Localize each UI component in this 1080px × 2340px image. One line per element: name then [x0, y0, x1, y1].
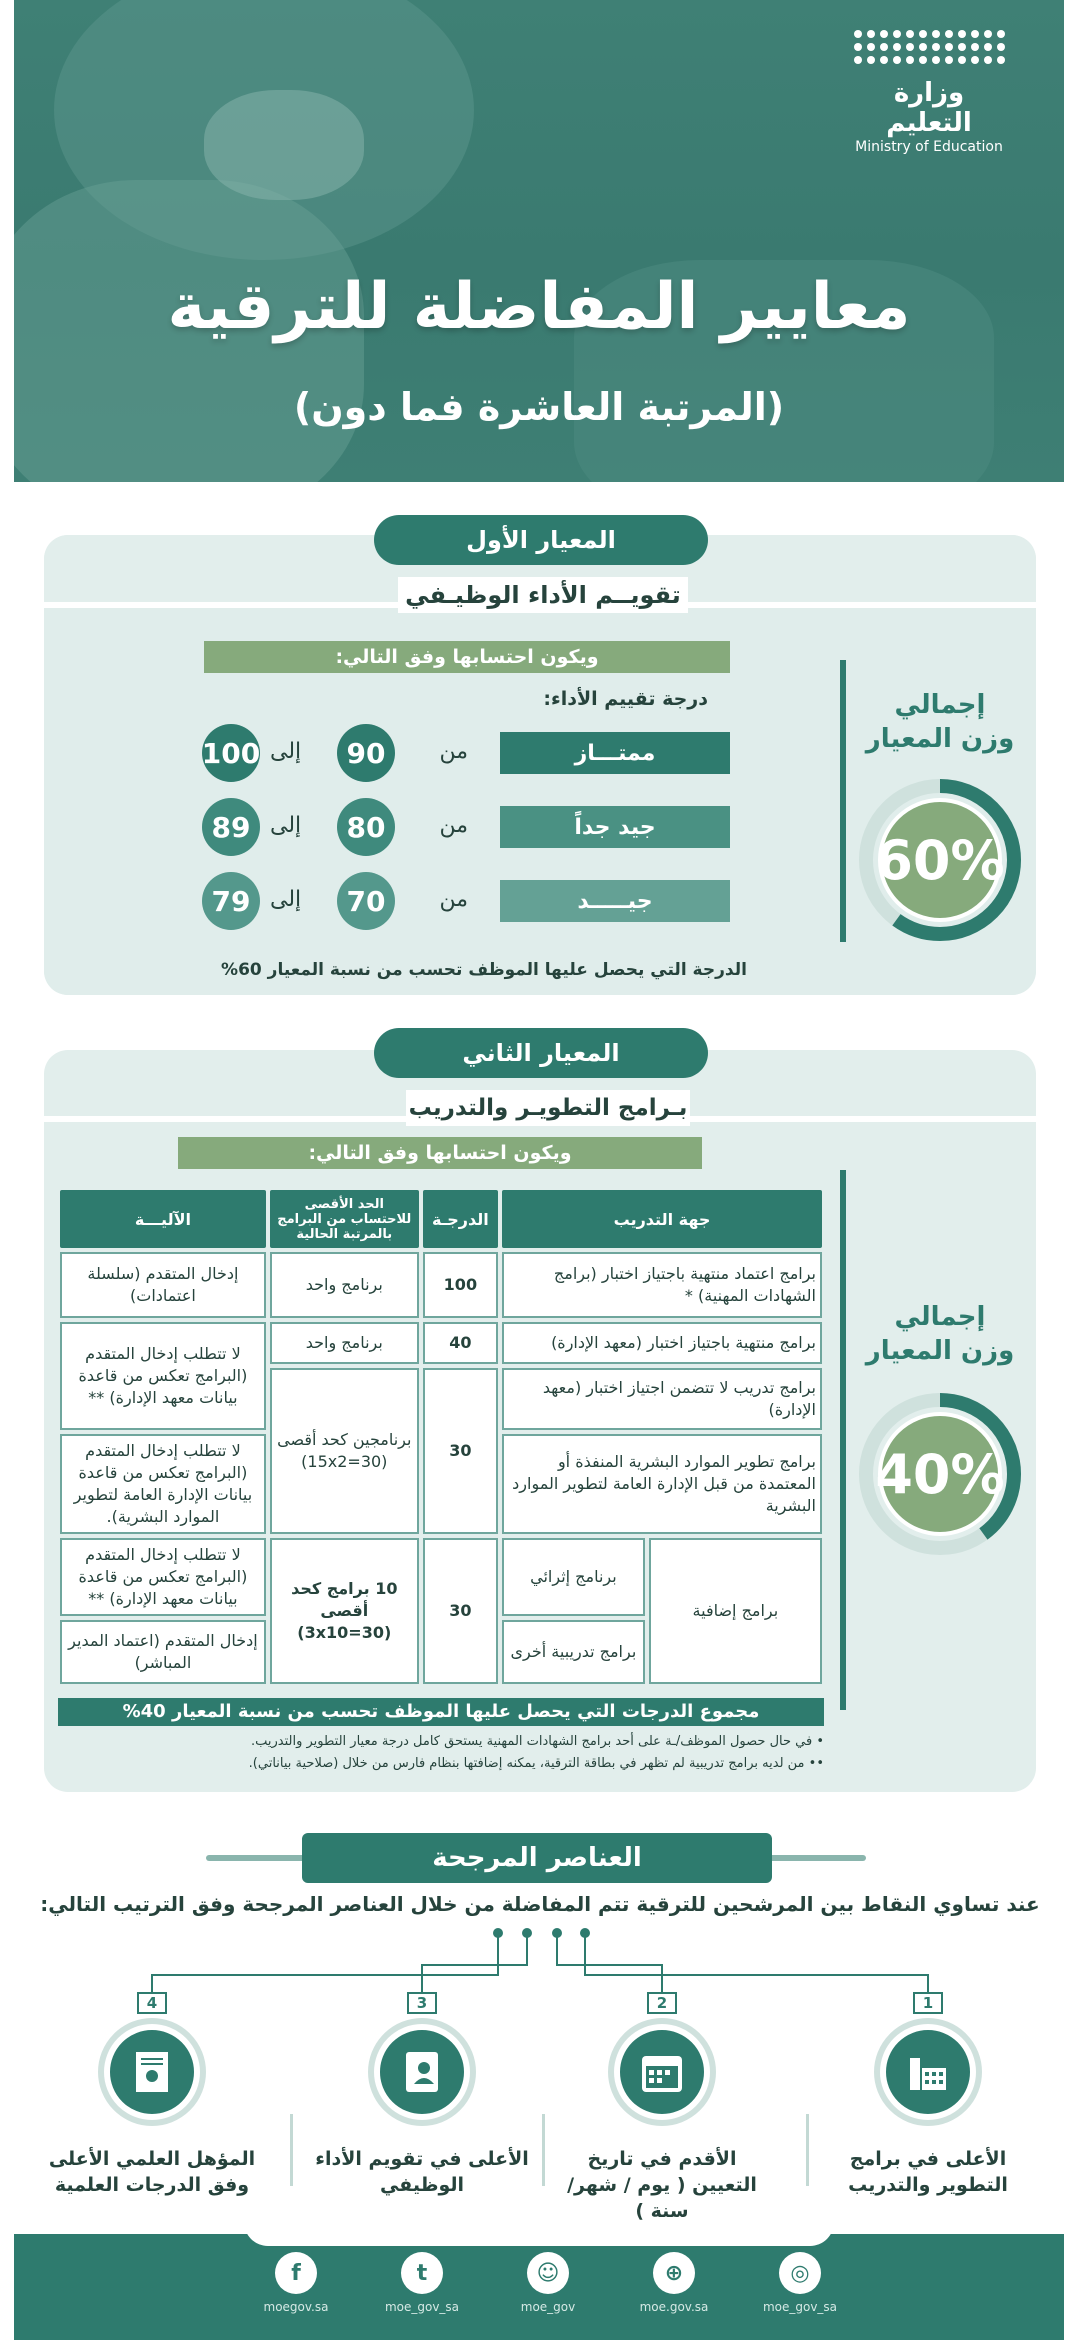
grade-from-value: 80: [337, 798, 395, 856]
footer-website[interactable]: ⊕ moe.gov.sa: [624, 2252, 724, 2314]
criterion-2-label: المعيار الثاني: [374, 1028, 708, 1078]
criterion-1-weight: 60%: [875, 828, 1005, 892]
grade-to-value: 89: [202, 798, 260, 856]
item-caption: الأعلى في تقويم الأداء الوظيفي: [315, 2148, 529, 2196]
criterion-2-note-1: • في حال حصول الموظف/ـة على أحد برامج الشهادات المهنية يستحق كامل درجة معيار التطوير والتدريب.: [250, 1734, 824, 1749]
training-icon: [880, 2024, 976, 2120]
criterion-2-weight: 40%: [875, 1442, 1005, 1506]
item-number: 4: [137, 1992, 167, 2014]
calendar-icon: [614, 2024, 710, 2120]
col-degree: الدرجـة: [423, 1190, 498, 1248]
criterion-1-total-label: إجمالي وزن المعيار: [865, 690, 1015, 754]
table-row: برامج تدريبية أخرى إدخال المتقدم (اعتماد المدير المباشر): [60, 1620, 822, 1684]
grade-row-excellent: [201, 732, 730, 774]
table-row: برامج اعتماد منتهية باجتياز اختبار (برامج الشهادات المهنية) * 100 برنامج واحد إدخال المتقدم (سلسلة اعتمادات): [60, 1252, 822, 1318]
from-word: من: [439, 887, 468, 912]
ministry-name-en: Ministry of Education: [855, 139, 1003, 155]
grade-to-value: 79: [202, 872, 260, 930]
criterion-2-note-2: •• من لديه برامج تدريبية لم تظهر في بطاقة الترقية، يمكنه إضافتها بنظام فارس من خلال (صلاحية بياناتي).: [248, 1756, 824, 1771]
tiebreak-item-4: [42, 1992, 262, 2198]
item-caption: الأقدم في تاريخ التعيين ( يوم / شهر/ سنة ): [567, 2148, 757, 2222]
criterion-2-total-label: إجمالي وزن المعيار: [865, 1302, 1015, 1366]
tiebreak-item-2: [552, 1992, 772, 2224]
grade-row-good: [204, 880, 730, 922]
page-subtitle: (المرتبة العاشرة فما دون): [293, 385, 785, 429]
hero-banner: [14, 0, 1064, 482]
criterion-2-calc-note: ويكون احتسابها وفق التالي:: [178, 1137, 702, 1169]
facebook-icon: f: [275, 2252, 317, 2294]
certificate-icon: [104, 2024, 200, 2120]
criterion-1-label: المعيار الأول: [374, 515, 708, 565]
snapchat-icon: ☺: [527, 2252, 569, 2294]
from-word: من: [439, 813, 468, 838]
criterion-1-divider: [840, 660, 846, 942]
item-number: 1: [913, 1992, 943, 2014]
grade-name: ممتـــاز: [500, 732, 730, 774]
ministry-logo: [854, 30, 1004, 156]
col-mechanism: الآليـــة: [60, 1190, 266, 1248]
footer-instagram[interactable]: ◎ moe_gov_sa: [750, 2252, 850, 2314]
footer-facebook[interactable]: f moegov.sa: [246, 2252, 346, 2314]
from-word: من: [439, 739, 468, 764]
criterion-2-name: بـرامج التطويـر والتدريب: [406, 1090, 690, 1126]
criterion-2-divider: [840, 1170, 846, 1710]
table-row: برامج تدريب لا تتضمن اجتياز اختبار (معهد الإدارة) 30 برنامجين كحد أقصى (30=15x2): [60, 1368, 822, 1430]
to-word: إلى: [270, 739, 302, 764]
criterion-1-name: تقويــم الأداء الوظيـفي: [398, 577, 688, 613]
grade-from-value: 70: [337, 872, 395, 930]
page-title: معايير المفاضلة للترقية: [167, 270, 911, 344]
footer: [14, 2234, 1064, 2340]
tiebreak-item-1: [818, 1992, 1038, 2198]
tiebreak-item-3: [312, 1992, 532, 2198]
item-caption: المؤهل العلمي الأعلى وفق الدرجات العلمية: [48, 2148, 256, 2196]
grade-row-very-good: [204, 806, 730, 848]
tiebreak-title: العناصر المرجحة: [302, 1833, 772, 1883]
criterion-1-footnote: الدرجة التي يحصل عليها الموظف تحسب من نسبة المعيار 60%: [221, 960, 747, 980]
table-header-row: [60, 1190, 822, 1248]
training-table: [56, 1186, 826, 1688]
profile-icon: [374, 2024, 470, 2120]
twitter-icon: t: [401, 2252, 443, 2294]
ministry-name-ar: وزارة التعليم: [886, 78, 972, 138]
grade-from-value: 90: [337, 724, 395, 782]
grade-heading: درجة تقييم الأداء:: [543, 688, 708, 710]
footer-twitter[interactable]: t moe_gov_sa: [372, 2252, 472, 2314]
grade-name: جيـــــد: [500, 880, 730, 922]
grade-to-value: 100: [202, 724, 260, 782]
criterion-1-calc-note: ويكون احتسابها وفق التالي:: [204, 641, 730, 673]
criterion-2-sum-note: مجموع الدرجات التي يحصل عليها الموظف تحسب من نسبة المعيار 40%: [58, 1698, 824, 1726]
web-icon: ⊕: [653, 2252, 695, 2294]
col-entity: جهة التدريب: [502, 1190, 822, 1248]
logo-dots-icon: [854, 30, 1004, 64]
to-word: إلى: [270, 813, 302, 838]
grade-name: جيد جداً: [500, 806, 730, 848]
tiebreak-intro: عند تساوي النقاط بين المرشحين للترقية تتم المفاضلة من خلال العناصر المرجحة وفق الترتيب التالي:: [40, 1892, 1040, 1916]
item-number: 3: [407, 1992, 437, 2014]
table-row: برامج إضافية برنامج إثرائي 30 10 برامج كحد أقصى (30=3x10) لا تتطلب إدخال المتقدم (البرامج تعكس من قاعدة بيانات معهد الإدارة) **: [60, 1538, 822, 1616]
item-number: 2: [647, 1992, 677, 2014]
hero-photo-shape: [204, 90, 364, 200]
footer-snapchat[interactable]: ☺ moe_gov: [498, 2252, 598, 2314]
instagram-icon: ◎: [779, 2252, 821, 2294]
table-row: برامج تطوير الموارد البشرية المنفذة أو المعتمدة من قبل الإدارة العامة لتطوير الموارد البشرية لا تتطلب إدخال المتقدم (البرامج تعكس من قاعدة بيانات الإدارة العامة لتطوير الموارد البشرية).: [60, 1434, 822, 1534]
to-word: إلى: [270, 887, 302, 912]
item-caption: الأعلى في برامج التطوير والتدريب: [848, 2148, 1008, 2196]
table-row: برامج منتهية باجتياز اختبار (معهد الإدارة) 40 برنامج واحد لا تتطلب إدخال المتقدم (البرامج تعكس من قاعدة بيانات معهد الإدارة) **: [60, 1322, 822, 1364]
col-max: الحد الأقصى للاحتساب من البرامج بالمرتبة الحالية: [270, 1190, 419, 1248]
